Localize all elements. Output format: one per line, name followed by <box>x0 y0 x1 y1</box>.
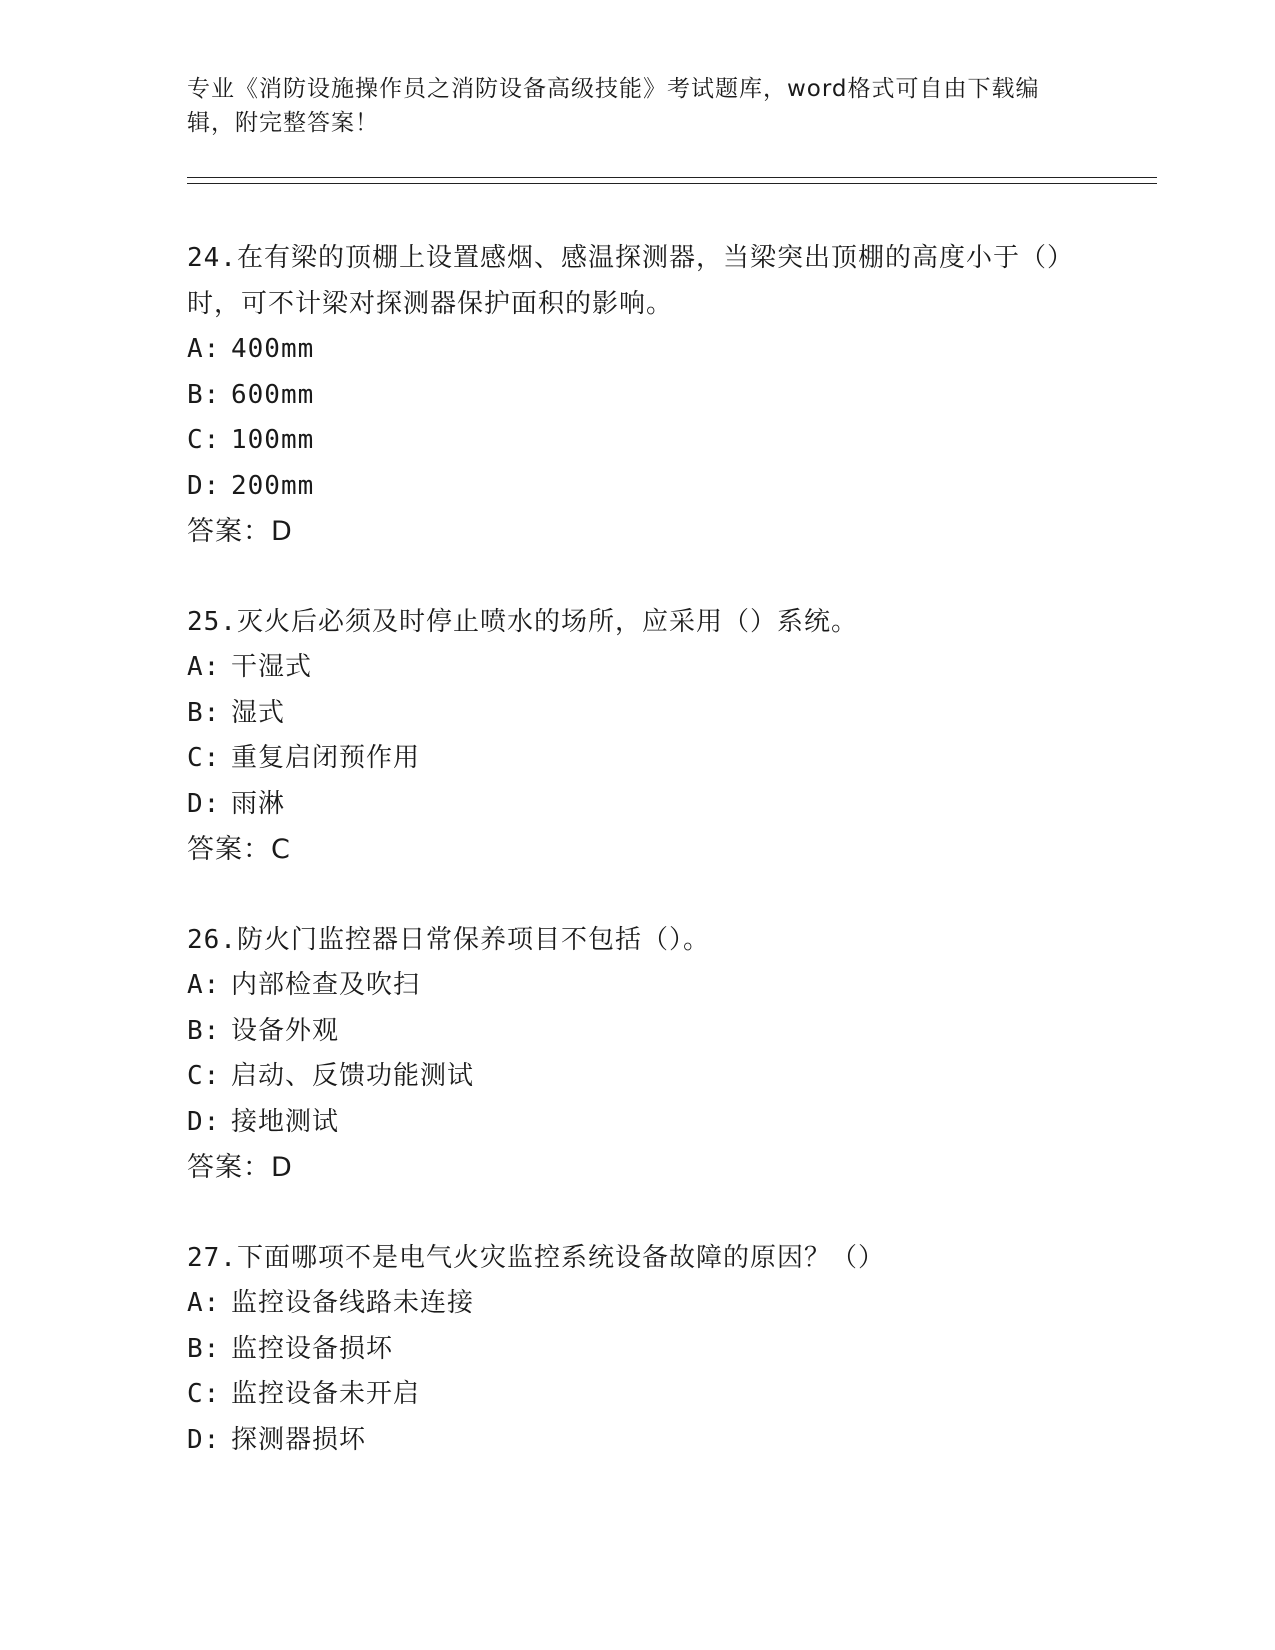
option-text: 监控设备未开启 <box>231 1379 421 1409</box>
option-text: 200mm <box>231 470 315 501</box>
option-d <box>187 464 1087 510</box>
option-letter: D: <box>187 470 221 501</box>
option-b <box>187 1327 1087 1373</box>
answer: 答案：C <box>187 834 291 865</box>
option-letter: A: <box>187 970 221 1000</box>
option-text: 设备外观 <box>231 1015 340 1046</box>
option-text: 启动、反馈功能测试 <box>231 1061 475 1091</box>
question-text: 27.下面哪项不是电气火灾监控系统设备故障的原因？（） <box>187 1243 885 1273</box>
option-a <box>187 327 1087 373</box>
option-d <box>187 1418 1087 1464</box>
option-text: 100mm <box>231 425 315 455</box>
option-text: 接地测试 <box>231 1106 340 1137</box>
option-a <box>187 645 1087 691</box>
option-d <box>187 1100 1087 1146</box>
option-a <box>187 1281 1087 1327</box>
option-text: 重复启闭预作用 <box>231 743 421 773</box>
option-letter: D: <box>187 1106 221 1137</box>
option-letter: C: <box>187 425 221 455</box>
document-header: 专业《消防设施操作员之消防设备高级技能》考试题库，word格式可自由下载编辑，附完整答案！ <box>187 76 1040 136</box>
option-b <box>187 691 1087 737</box>
option-letter: D: <box>187 1424 221 1455</box>
option-letter: C: <box>187 1379 221 1409</box>
question-26 <box>187 917 1087 1191</box>
option-letter: B: <box>187 1015 221 1046</box>
option-d <box>187 782 1087 828</box>
question-list <box>187 235 1087 1507</box>
header-divider-bottom <box>187 183 1157 184</box>
option-letter: A: <box>187 1288 221 1318</box>
option-b <box>187 373 1087 419</box>
option-a <box>187 963 1087 1009</box>
option-letter: D: <box>187 788 221 819</box>
option-b <box>187 1009 1087 1055</box>
option-letter: B: <box>187 697 221 728</box>
question-25 <box>187 599 1087 873</box>
header-divider-top <box>187 177 1157 178</box>
question-27 <box>187 1235 1087 1463</box>
option-c <box>187 1372 1087 1418</box>
option-text: 雨淋 <box>231 788 286 819</box>
option-text: 400mm <box>231 334 315 364</box>
option-letter: C: <box>187 743 221 773</box>
answer: 答案：D <box>187 1152 293 1183</box>
option-c <box>187 1054 1087 1100</box>
question-text: 25.灭火后必须及时停止喷水的场所，应采用（）系统。 <box>187 607 858 637</box>
option-letter: B: <box>187 379 221 410</box>
option-letter: A: <box>187 334 221 364</box>
answer: 答案：D <box>187 516 293 547</box>
option-text: 监控设备损坏 <box>231 1333 394 1364</box>
option-text: 湿式 <box>231 697 286 728</box>
option-letter: B: <box>187 1333 221 1364</box>
option-letter: C: <box>187 1061 221 1091</box>
option-text: 探测器损坏 <box>231 1424 367 1455</box>
question-text: 24.在有梁的顶棚上设置感烟、感温探测器，当梁突出顶棚的高度小于（）时，可不计梁对探测器保护面积的影响。 <box>187 243 1074 319</box>
question-text: 26.防火门监控器日常保养项目不包括（）。 <box>187 925 710 955</box>
option-letter: A: <box>187 652 221 682</box>
option-text: 干湿式 <box>231 652 313 682</box>
option-c <box>187 418 1087 464</box>
question-24 <box>187 235 1087 555</box>
option-c <box>187 736 1087 782</box>
option-text: 监控设备线路未连接 <box>231 1288 475 1318</box>
option-text: 600mm <box>231 379 315 410</box>
option-text: 内部检查及吹扫 <box>231 970 421 1000</box>
